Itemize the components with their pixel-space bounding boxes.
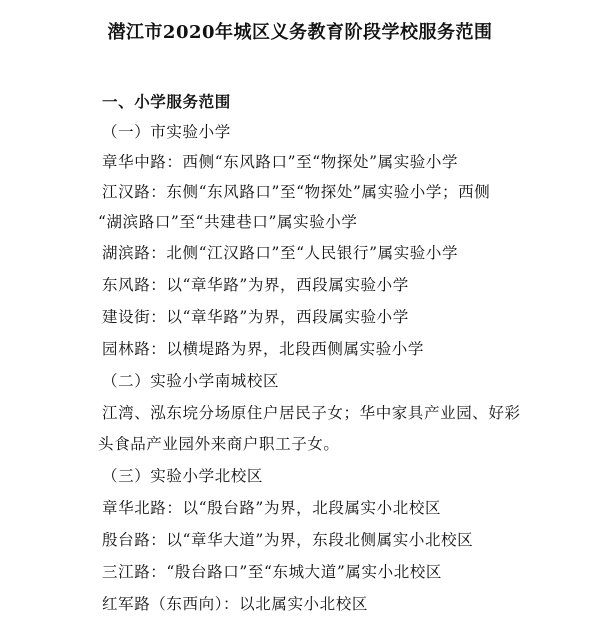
paragraph-line: 三江路：“殷台路口”至“东城大道”属实小北校区 [102, 563, 442, 581]
subsection-heading-city-experimental: （一）市实验小学 [102, 123, 231, 141]
paragraph-line: 江湾、泓东垸分场原住户居民子女；华中家具产业园、好彩 [102, 404, 521, 422]
paragraph-line: 建设街：以“章华路”为界，西段属实验小学 [102, 308, 409, 326]
paragraph-line: 湖滨路：北侧“江汉路口”至“人民银行”属实验小学 [102, 244, 459, 262]
paragraph-line: 红军路（东西向）：以北属实小北校区 [102, 595, 368, 613]
paragraph-line: 章华中路：西侧“东风路口”至“物探处”属实验小学 [102, 153, 459, 171]
paragraph-line: 头食品产业园外来商户职工子女。 [98, 435, 340, 453]
paragraph-line: 东风路：以“章华路”为界，西段属实验小学 [102, 276, 409, 294]
paragraph-line: 江汉路：东侧“东风路口”至“物探处”属实验小学；西侧 [102, 183, 491, 201]
subsection-heading-south-campus: （二）实验小学南城校区 [102, 372, 280, 390]
paragraph-line: “湖滨路口”至“共建巷口”属实验小学 [98, 213, 358, 231]
paragraph-line: 殷台路：以“章华大道”为界，东段北侧属实小北校区 [102, 531, 474, 549]
subsection-heading-north-campus: （三）实验小学北校区 [102, 467, 264, 485]
paragraph-line: 园林路：以横堤路为界，北段西侧属实验小学 [102, 340, 425, 358]
section-heading-primary-schools: 一、小学服务范围 [102, 93, 231, 111]
paragraph-line: 章华北路：以“殷台路”为界，北段属实小北校区 [102, 499, 442, 517]
document-title: 潜江市2020年城区义务教育阶段学校服务范围 [107, 22, 493, 43]
